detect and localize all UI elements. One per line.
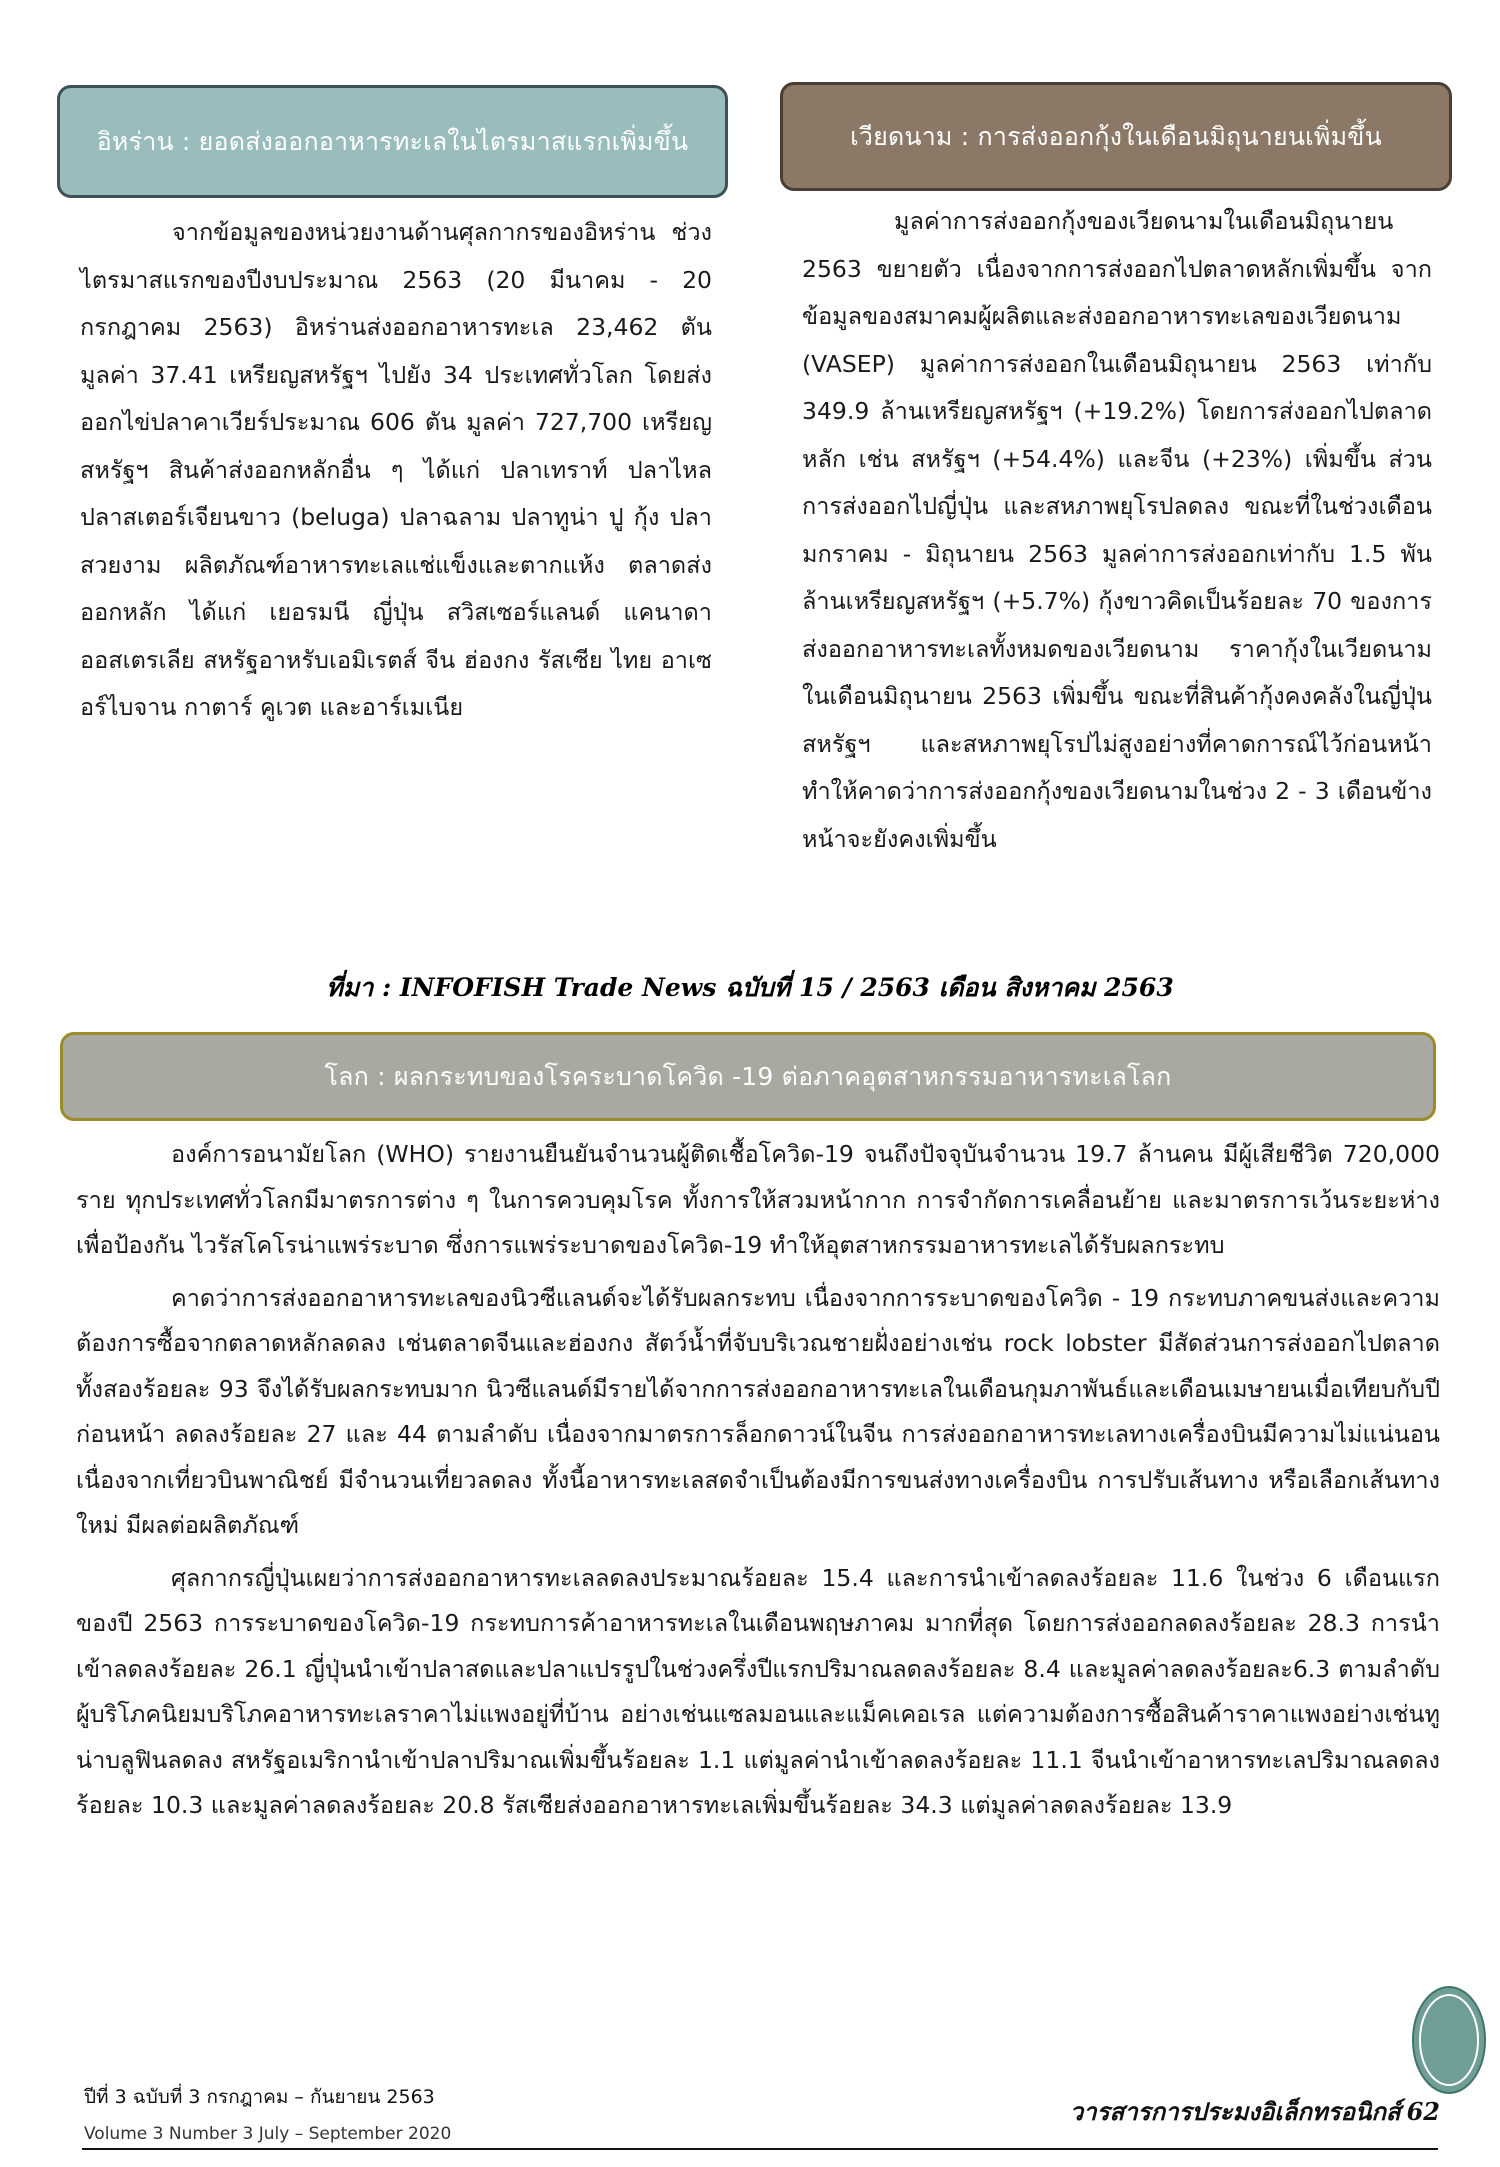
world-article-body xyxy=(76,1132,1440,1829)
vietnam-paragraph: มูลค่าการส่งออกกุ้งของเวียดนามในเดือนมิถุนายน 2563 ขยายตัว เนื่องจากการส่งออกไปตลาดหลักเพิ่มขึ้น จากข้อมูลของสมาคมผู้ผลิตและส่งออกอาหารทะเลของเวียดนาม (VASEP) มูลค่าการส่งออกในเดือนมิถุนายน 2563 เท่ากับ 349.9 ล้านเหรียญสหรัฐฯ (+19.2%) โดยการส่งออกไปตลาดหลัก เช่น สหรัฐฯ (+54.4%) และจีน (+23%) เพิ่มขึ้น ส่วนการส่งออกไปญี่ปุ่น และสหภาพยุโรปลดลง ขณะที่ในช่วงเดือนมกราคม - มิถุนายน 2563 มูลค่าการส่งออกเท่ากับ 1.5 พันล้านเหรียญสหรัฐฯ (+5.7%) กุ้งขาวคิดเป็นร้อยละ 70 ของการส่งออกอาหารทะเลทั้งหมดของเวียดนาม ราคากุ้งในเวียดนามในเดือนมิถุนายน 2563 เพิ่มขึ้น ขณะที่สินค้ากุ้งคงคลังในญี่ปุ่น สหรัฐฯ และสหภาพยุโรปไม่สูงอย่างที่คาดการณ์ไว้ก่อนหน้า ทำให้คาดว่าการส่งออกกุ้งของเวียดนามในช่วง 2 - 3 เดือนข้างหน้าจะยังคงเพิ่มขึ้น xyxy=(802,207,1432,853)
iran-heading-text: อิหร่าน : ยอดส่งออกอาหารทะเลในไตรมาสแรกเพิ่มขึ้น xyxy=(96,126,689,156)
source-citation: ที่มา : INFOFISH Trade News ฉบับที่ 15 / 2563 เดือน สิงหาคม 2563 xyxy=(326,973,1174,1002)
footer-issue-english: Volume 3 Number 3 July – September 2020 xyxy=(84,2124,452,2144)
iran-article-body xyxy=(80,209,712,732)
journal-title: วารสารการประมงอิเล็กทรอนิกส์ xyxy=(1069,2097,1401,2126)
world-paragraph: คาดว่าการส่งออกอาหารทะเลของนิวซีแลนด์จะได้รับผลกระทบ เนื่องจากการระบาดของโควิด - 19 กระทบภาคขนส่งและความต้องการซื้อจากตลาดหลักลดลง เช่นตลาดจีนและฮ่องกง สัตว์น้ำที่จับบริเวณชายฝั่งอย่างเช่น rock lobster มีสัดส่วนการส่งออกไปตลาดทั้งสองร้อยละ 93 จึงได้รับผลกระทบมาก นิวซีแลนด์มีรายได้จากการส่งออกอาหารทะเลในเดือนกุมภาพันธ์และเดือนเมษายนเมื่อเทียบกับปีก่อนหน้า ลดลงร้อยละ 27 และ 44 ตามลำดับ เนื่องจากมาตรการล็อกดาวน์ในจีน การส่งออกอาหารทะเลทางเครื่องบินมีความไม่แน่นอน เนื่องจากเที่ยวบินพาณิชย์ มีจำนวนเที่ยวลดลง ทั้งนี้อาหารทะเลสดจำเป็นต้องมีการขนส่งทางเครื่องบิน การปรับเส้นทาง หรือเลือกเส้นทางใหม่ มีผลต่อผลิตภัณฑ์ xyxy=(76,1283,1440,1539)
vietnam-heading-text: เวียดนาม : การส่งออกกุ้งในเดือนมิถุนายนเพิ่มขึ้น xyxy=(850,121,1382,151)
world-paragraph: ศุลกากรญี่ปุ่นเผยว่าการส่งออกอาหารทะเลลดลงประมาณร้อยละ 15.4 และการนำเข้าลดลงร้อยละ 11.6 ในช่วง 6 เดือนแรกของปี 2563 การระบาดของโควิด-19 กระทบการค้าอาหารทะเลในเดือนพฤษภาคม มากที่สุด โดยการส่งออกลดลงร้อยละ 28.3 การนำเข้าลดลงร้อยละ 26.1 ญี่ปุ่นนำเข้าปลาสดและปลาแปรรูปในช่วงครึ่งปีแรกปริมาณลดลงร้อยละ 8.4 และมูลค่าลดลงร้อยละ6.3 ตามลำดับ ผู้บริโภคนิยมบริโภคอาหารทะเลราคาไม่แพงอยู่ที่บ้าน อย่างเช่นแซลมอนและแม็คเคอเรล แต่ความต้องการซื้อสินค้าราคาแพงอย่างเช่นทูน่าบลูฟินลดลง สหรัฐอเมริกานำเข้าปลาปริมาณเพิ่มขึ้นร้อยละ 1.1 แต่มูลค่านำเข้าลดลงร้อยละ 11.1 จีนนำเข้าอาหารทะเลปริมาณลดลงร้อยละ 10.3 และมูลค่าลดลงร้อยละ 20.8 รัสเซียส่งออกอาหารทะเลเพิ่มขึ้นร้อยละ 34.3 แต่มูลค่าลดลงร้อยละ 13.9 xyxy=(76,1563,1440,1819)
vietnam-article-body xyxy=(802,198,1432,863)
world-heading-text: โลก : ผลกระทบของโรคระบาดโควิด -19 ต่อภาคอุตสาหกรรมอาหารทะเลโลก xyxy=(324,1061,1172,1091)
vietnam-section-heading xyxy=(780,82,1452,191)
footer-issue-thai: ปีที่ 3 ฉบับที่ 3 กรกฎาคม – กันยายน 2563 xyxy=(84,2086,435,2108)
world-paragraph: องค์การอนามัยโลก (WHO) รายงานยืนยันจำนวนผู้ติดเชื้อโควิด-19 จนถึงปัจจุบันจำนวน 19.7 ล้านคน มีผู้เสียชีวิต 720,000 ราย ทุกประเทศทั่วโลกมีมาตรการต่าง ๆ ในการควบคุมโรค ทั้งการให้สวมหน้ากาก การจำกัดการเคลื่อนย้าย และมาตรการเว้นระยะห่าง เพื่อป้องกัน ไวรัสโคโรน่าแพร่ระบาด ซึ่งการแพร่ระบาดของโควิด-19 ทำให้อุตสาหกรรมอาหารทะเลได้รับผลกระทบ xyxy=(76,1140,1440,1259)
footer-divider xyxy=(82,2148,1438,2150)
iran-paragraph: จากข้อมูลของหน่วยงานด้านศุลกากรของอิหร่าน ช่วงไตรมาสแรกของปีงบประมาณ 2563 (20 มีนาคม - 20 กรกฎาคม 2563) อิหร่านส่งออกอาหารทะเล 23,462 ตัน มูลค่า 37.41 เหรียญสหรัฐฯ ไปยัง 34 ประเทศทั่วโลก โดยส่งออกไข่ปลาคาเวียร์ประมาณ 606 ตัน มูลค่า 727,700 เหรียญสหรัฐฯ สินค้าส่งออกหลักอื่น ๆ ได้แก่ ปลาเทราท์ ปลาไหล ปลาสเตอร์เจียนขาว (beluga) ปลาฉลาม ปลาทูน่า ปู กุ้ง ปลาสวยงาม ผลิตภัณฑ์อาหารทะเลแช่แข็งและตากแห้ง ตลาดส่งออกหลัก ได้แก่ เยอรมนี ญี่ปุ่น สวิสเซอร์แลนด์ แคนาดา ออสเตรเลีย สหรัฐอาหรับเอมิเรตส์ จีน ฮ่องกง รัสเซีย ไทย อาเซอร์ไบจาน กาตาร์ คูเวต และอาร์เมเนีย xyxy=(80,218,712,721)
page-number: 62 xyxy=(1406,2097,1440,2126)
footer-journal xyxy=(1060,2092,1440,2131)
iran-section-heading xyxy=(57,85,728,198)
page-decoration-oval-icon xyxy=(1411,1985,1487,2095)
world-section-heading xyxy=(60,1032,1436,1121)
